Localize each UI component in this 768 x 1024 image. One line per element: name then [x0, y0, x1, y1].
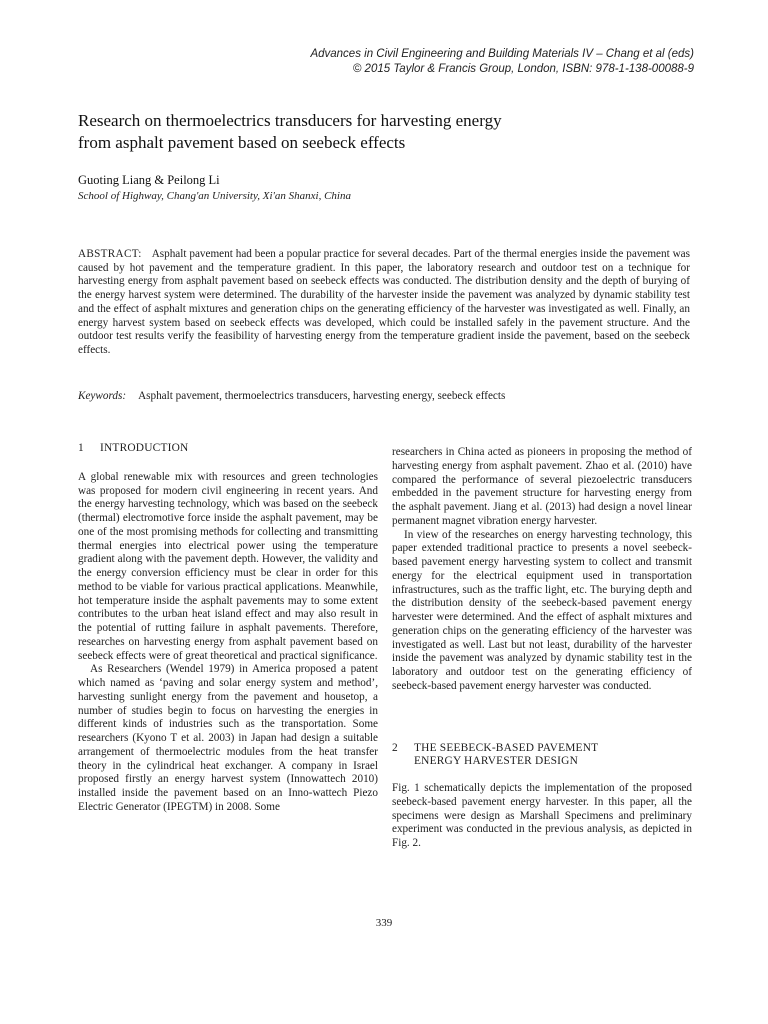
page-number: 339 — [375, 917, 393, 929]
intro-paragraph-4: In view of the researches on energy harvesting technology, this paper extended traditional practice to presents a novel seebeck-based pavement energy harvesting system to collect and transmit energy for the electrical equipment used in transportation infrastructures, such as the traffic light, etc. The burying depth and the distribution density of the seebeck-based pavement energy harvester were determined. And the effect of asphalt mixtures and generation chips on the generating efficiency of the harvester was investigated as well. Last but not least, durability of the harvester inside the pavement was analyzed by dynamic stability test in the laboratory and outdoor test on the generating efficiency of seebeck-based pavement energy harvester was conducted. — [392, 528, 692, 692]
keywords-label: Keywords: — [78, 390, 127, 402]
paper-title-line-1: Research on thermoelectrics transducers for harvesting energy — [78, 111, 502, 130]
intro-paragraph-2: As Researchers (Wendel 1979) in America proposed a patent which named as ‘paving and solar energy system and method’, harvesting sunlight energy from the pavement and housetop, a number of studies begin to focus on harvesting the energies in different kinds of industries such as the transportation. Some researchers (Kyono T et al. 2003) in Japan had design a suitable arrangement of thermoelectric modules from the heat transfer theory in the cylindrical heat exchanger. A company in Israel proposed firstly an energy harvest system (Innowattech 2010) installed inside the pavement based on an Inno-wattech Piezo Electric Generator (IPEGTM) in 2008. Some — [78, 663, 378, 813]
affiliation: School of Highway, Chang'an University, Xi'an Shanxi, China — [78, 190, 351, 202]
abstract-label: ABSTRACT: — [78, 248, 142, 260]
section-2-title-line-2: ENERGY HARVESTER DESIGN — [414, 755, 578, 768]
journal-header-line-1: Advances in Civil Engineering and Building Materials IV – Chang et al (eds) — [310, 48, 694, 60]
section-1-title: INTRODUCTION — [100, 442, 189, 454]
section-1-heading — [78, 442, 378, 456]
abstract-text: Asphalt pavement had been a popular practice for several decades. Part of the thermal energies inside the pavement was caused by hot pavement and the temperature gradient. In this paper, the laboratory research and outdoor test on a technique for harvesting energy from asphalt pavement based on seebeck effects was conducted. The distribution density and the depth of burying of the energy harvest system were determined. The durability of the harvester inside the pavement was analyzed by dynamic stability test and the effect of asphalt mixtures and generation chips on the generating efficiency of the harvester was investigated as well. Finally, an energy harvest system based on seebeck effects was developed, which could be installed safely in the pavement structure. And the outdoor test results verify the feasibility of harvesting energy from the temperature gradient inside the pavement, based on the seebeck effects. — [78, 248, 690, 356]
left-column — [78, 442, 378, 815]
abstract — [78, 248, 690, 358]
intro-paragraph-3: researchers in China acted as pioneers in proposing the method of harvesting energy from asphalt pavement. Zhao et al. (2010) have compared the performance of several piezoelectric transducers embedded in the pavement structure for harvesting energy from the asphalt pavement. Jiang et al. (2013) had design a novel linear permanent magnet vibration energy harvester. — [392, 446, 692, 527]
section-2-number: 2 — [392, 741, 398, 754]
section-2-heading — [392, 742, 692, 770]
paper-title — [78, 110, 698, 154]
keywords — [78, 389, 690, 403]
keywords-text: Asphalt pavement, thermoelectrics transducers, harvesting energy, seebeck effects — [138, 390, 506, 402]
section-2-title — [414, 742, 692, 770]
journal-header-line-2: © 2015 Taylor & Francis Group, London, ISBN: 978-1-138-00088-9 — [352, 63, 694, 75]
section-2-title-line-1: THE SEEBECK-BASED PAVEMENT — [414, 741, 599, 754]
intro-paragraph-1: A global renewable mix with resources and green technologies was proposed for modern civil engineering in recent years. And the energy harvesting technology, which was based on the seebeck (thermal) electromotive force inside the asphalt pavement, may be one of the most promising methods for collecting and transmitting thermal energies into electrical power using the temperature gradient along with the pavement depth. However, the validity and the energy conversion efficiency must be clear in order for this method to be viable for various practical applications. Meanwhile, hot temperature inside the asphalt pavements may to some extent contributes to the urban heat island effect and may also result in the potential of rutting failure in asphalt pavements. Therefore, researches on harvesting energy from asphalt pavement based on seebeck effects were of great theoretical and practical significance. — [78, 470, 378, 662]
authors: Guoting Liang & Peilong Li — [78, 173, 220, 187]
section-spacer — [392, 694, 692, 742]
section-1-number: 1 — [78, 442, 84, 454]
paper-title-line-2: from asphalt pavement based on seebeck effects — [78, 133, 406, 152]
right-column — [392, 446, 692, 851]
section-2-paragraph-1: Fig. 1 schematically depicts the implementation of the proposed seebeck-based pavement energy harvester. In this paper, all the specimens were design as Marshall Specimens and preliminary experiment was conducted in the previous analysis, as depicted in Fig. 2. — [392, 782, 692, 849]
journal-header — [134, 47, 694, 77]
